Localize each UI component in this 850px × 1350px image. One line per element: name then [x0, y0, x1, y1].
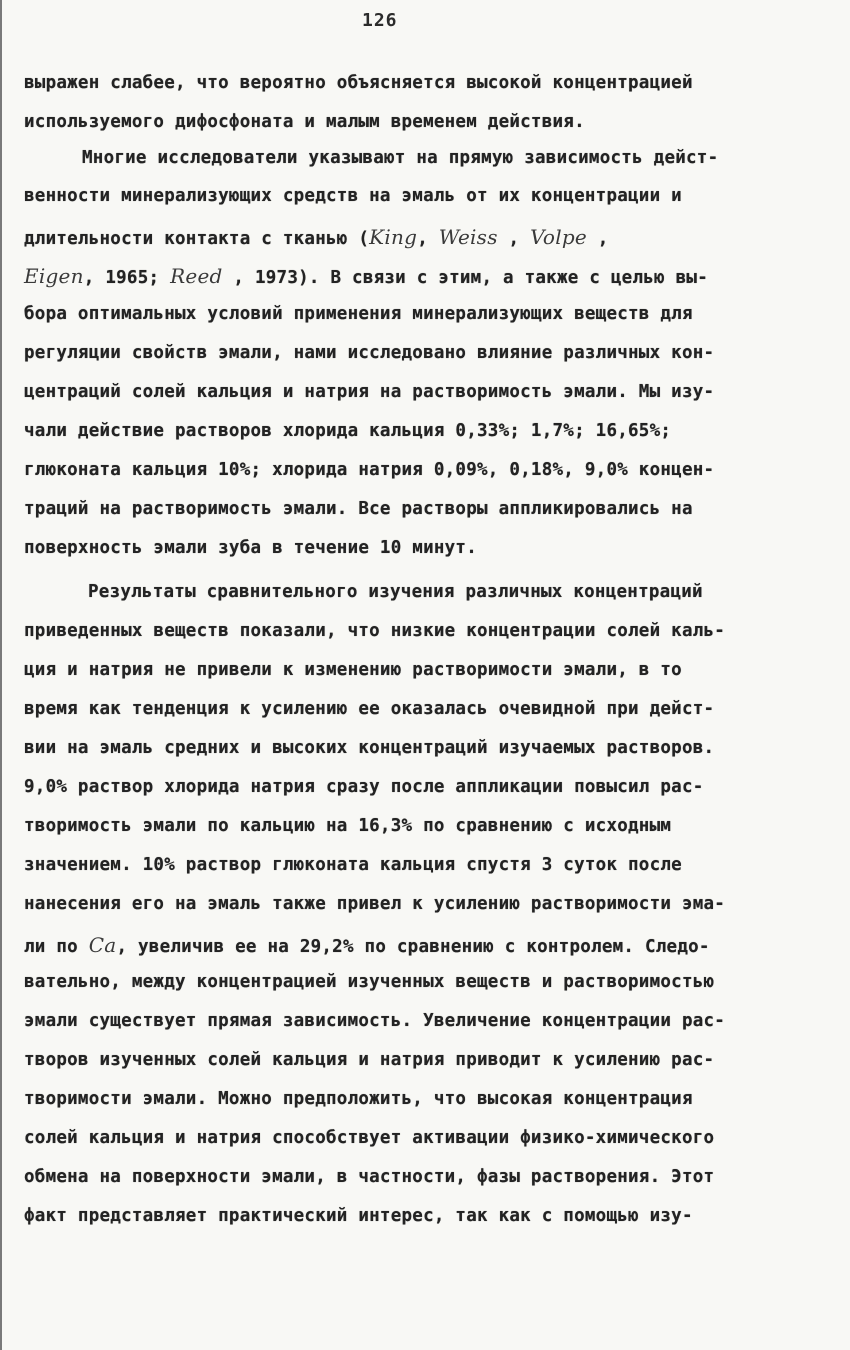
- text-line: вии на эмаль средних и высоких концентраций изучаемых растворов.: [24, 738, 715, 758]
- text-segment: ,: [497, 229, 531, 249]
- text-line: венности минерализующих средств на эмаль от их концентрации и: [24, 186, 682, 206]
- page-number: 126: [362, 10, 398, 31]
- text-line: солей кальция и натрия способствует активации физико-химического: [24, 1128, 715, 1148]
- handwritten-author-name: Weiss: [438, 225, 498, 249]
- text-line: центраций солей кальция и натрия на растворимость эмали. Мы изу-: [24, 382, 715, 402]
- text-segment: ли по: [24, 937, 89, 957]
- text-line: эмали существует прямая зависимость. Увеличение концентрации рас-: [24, 1011, 726, 1031]
- text-line: Результаты сравнительного изучения различных концентраций: [88, 582, 703, 602]
- text-segment: ,: [417, 229, 439, 249]
- text-line: вательно, между концентрацией изученных веществ и растворимостью: [24, 972, 715, 992]
- text-line: время как тенденция к усилению ее оказалась очевидной при дейст-: [24, 699, 715, 719]
- handwritten-author-name: Volpe: [530, 225, 587, 249]
- text-line: бора оптимальных условий применения минерализующих веществ для: [24, 304, 693, 324]
- handwritten-chemical-symbol: Ca: [88, 933, 117, 957]
- text-line: ция и натрия не привели к изменению растворимости эмали, в то: [24, 660, 682, 680]
- text-line: творимости эмали. Можно предположить, что высокая концентрация: [24, 1089, 693, 1109]
- text-line: нанесения его на эмаль также привел к усилению растворимости эма-: [24, 894, 726, 914]
- text-line: [24, 225, 609, 249]
- text-segment: , 1965;: [83, 268, 171, 288]
- text-line: регуляции свойств эмали, нами исследовано влияние различных кон-: [24, 343, 715, 363]
- text-line: факт представляет практический интерес, так как с помощью изу-: [24, 1206, 693, 1226]
- text-line: значением. 10% раствор глюконата кальция спустя 3 суток после: [24, 855, 682, 875]
- text-line: 9,0% раствор хлорида натрия сразу после аппликации повысил рас-: [24, 777, 704, 797]
- text-line: используемого дифосфоната и малым временем действия.: [24, 112, 585, 132]
- handwritten-author-name: Reed: [170, 264, 223, 288]
- text-line: выражен слабее, что вероятно объясняется высокой концентрацией: [24, 73, 693, 93]
- handwritten-author-name: King: [369, 225, 418, 249]
- text-line: [24, 264, 708, 288]
- handwritten-author-name: Eigen: [24, 264, 84, 288]
- text-line: обмена на поверхности эмали, в частности, фазы растворения. Этот: [24, 1167, 715, 1187]
- text-segment: , 1973). В связи с этим, а также с целью вы-: [222, 268, 708, 288]
- text-line: [24, 933, 710, 957]
- text-line: поверхность эмали зуба в течение 10 минут.: [24, 538, 478, 558]
- text-segment: длительности контакта с тканью (: [24, 229, 370, 249]
- text-line: чали действие растворов хлорида кальция 0,33%; 1,7%; 16,65%;: [24, 421, 672, 441]
- text-line: творов изученных солей кальция и натрия приводит к усилению рас-: [24, 1050, 715, 1070]
- text-line: творимость эмали по кальцию на 16,3% по сравнению с исходным: [24, 816, 672, 836]
- text-line: траций на растворимость эмали. Все растворы аппликировались на: [24, 499, 693, 519]
- text-segment: ,: [587, 229, 609, 249]
- text-segment: , увеличив ее на 29,2% по сравнению с контролем. Следо-: [116, 937, 710, 957]
- text-line: глюконата кальция 10%; хлорида натрия 0,09%, 0,18%, 9,0% концен-: [24, 460, 715, 480]
- text-line: Многие исследователи указывают на прямую зависимость дейст-: [82, 148, 719, 168]
- text-line: приведенных веществ показали, что низкие концентрации солей каль-: [24, 621, 726, 641]
- scan-edge: [0, 0, 2, 1350]
